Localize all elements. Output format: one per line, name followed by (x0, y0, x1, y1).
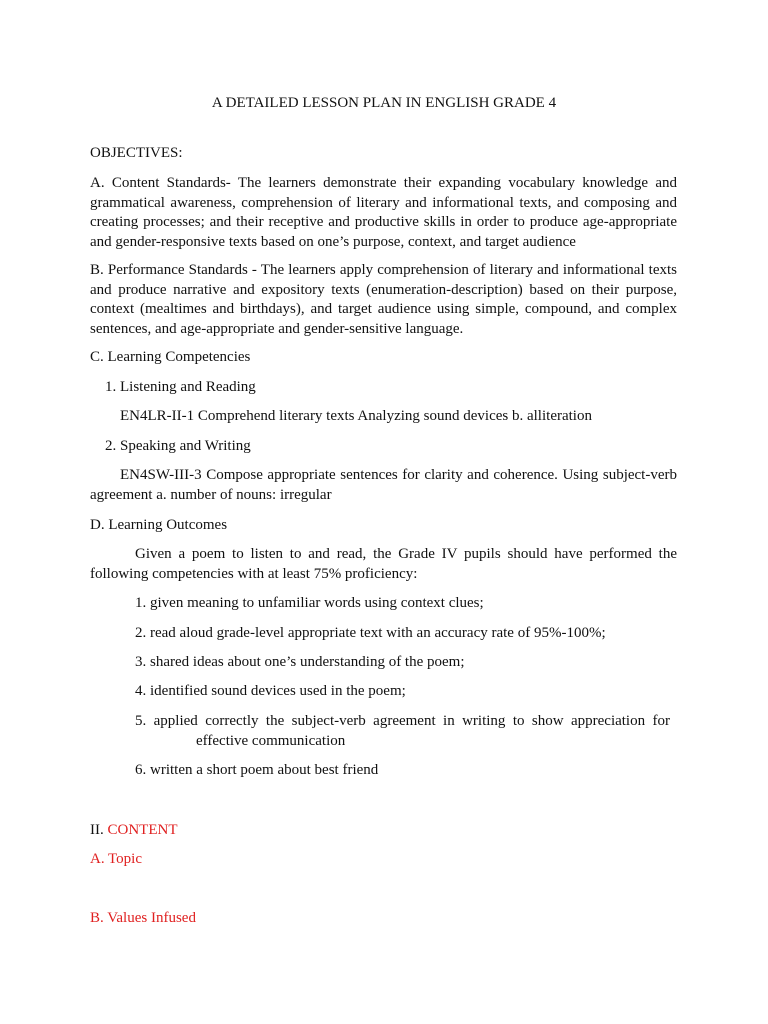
learning-outcomes-intro: Given a poem to listen to and read, the Grade IV pupils should have performed the following competencies with at least 75% proficiency: (90, 546, 677, 582)
document-title: A DETAILED LESSON PLAN IN ENGLISH GRADE 4 (211, 95, 557, 111)
content-section-heading (90, 821, 178, 841)
competency-label: 1. Listening and Reading (105, 379, 256, 395)
objectives-heading: OBJECTIVES: (90, 145, 183, 161)
values-infused-heading: B. Values Infused (90, 910, 196, 926)
learning-outcomes-heading: D. Learning Outcomes (90, 517, 228, 533)
outcome-item: 5. applied correctly the subject-verb agreement in writing to show appreciation for (135, 713, 670, 729)
outcome-item: 3. shared ideas about one’s understanding of the poem; (135, 654, 465, 670)
learning-competencies-heading: C. Learning Competencies (90, 349, 251, 365)
competency-detail: EN4SW-III-3 Compose appropriate sentences for clarity and coherence. Using subject-verb agreement a. number of nouns: irregular (90, 467, 677, 503)
topic-heading: A. Topic (90, 851, 143, 867)
outcome-item: 2. read aloud grade-level appropriate text with an accuracy rate of 95%-100%; (135, 625, 606, 641)
outcome-item: 1. given meaning to unfamiliar words using context clues; (135, 595, 484, 611)
performance-standards-paragraph: B. Performance Standards - The learners apply comprehension of literary and informational texts and produce narrative and expository texts (enumeration-description) based on their purpose, context (mealtimes and birthdays), and target audience using simple, compound, and complex sentences, and age-appropriate and gender-sensitive language. (90, 262, 677, 337)
outcome-item: 6. written a short poem about best friend (135, 762, 379, 778)
outcome-item: 4. identified sound devices used in the poem; (135, 683, 406, 699)
competency-label: 2. Speaking and Writing (105, 438, 251, 454)
content-standards-paragraph: A. Content Standards- The learners demonstrate their expanding vocabulary knowledge and grammatical awareness, comprehension of literary and informational texts, and composing and creating processes; and their receptive and productive skills in order to produce age-appropriate and gender-responsive texts based on one’s purpose, context, and target audience (90, 175, 677, 250)
content-section-numeral: II. (90, 822, 104, 838)
competency-detail: EN4LR-II-1 Comprehend literary texts Analyzing sound devices b. alliteration (120, 408, 592, 424)
content-section-title: CONTENT (107, 822, 178, 838)
outcome-item-continuation: effective communication (196, 733, 346, 749)
